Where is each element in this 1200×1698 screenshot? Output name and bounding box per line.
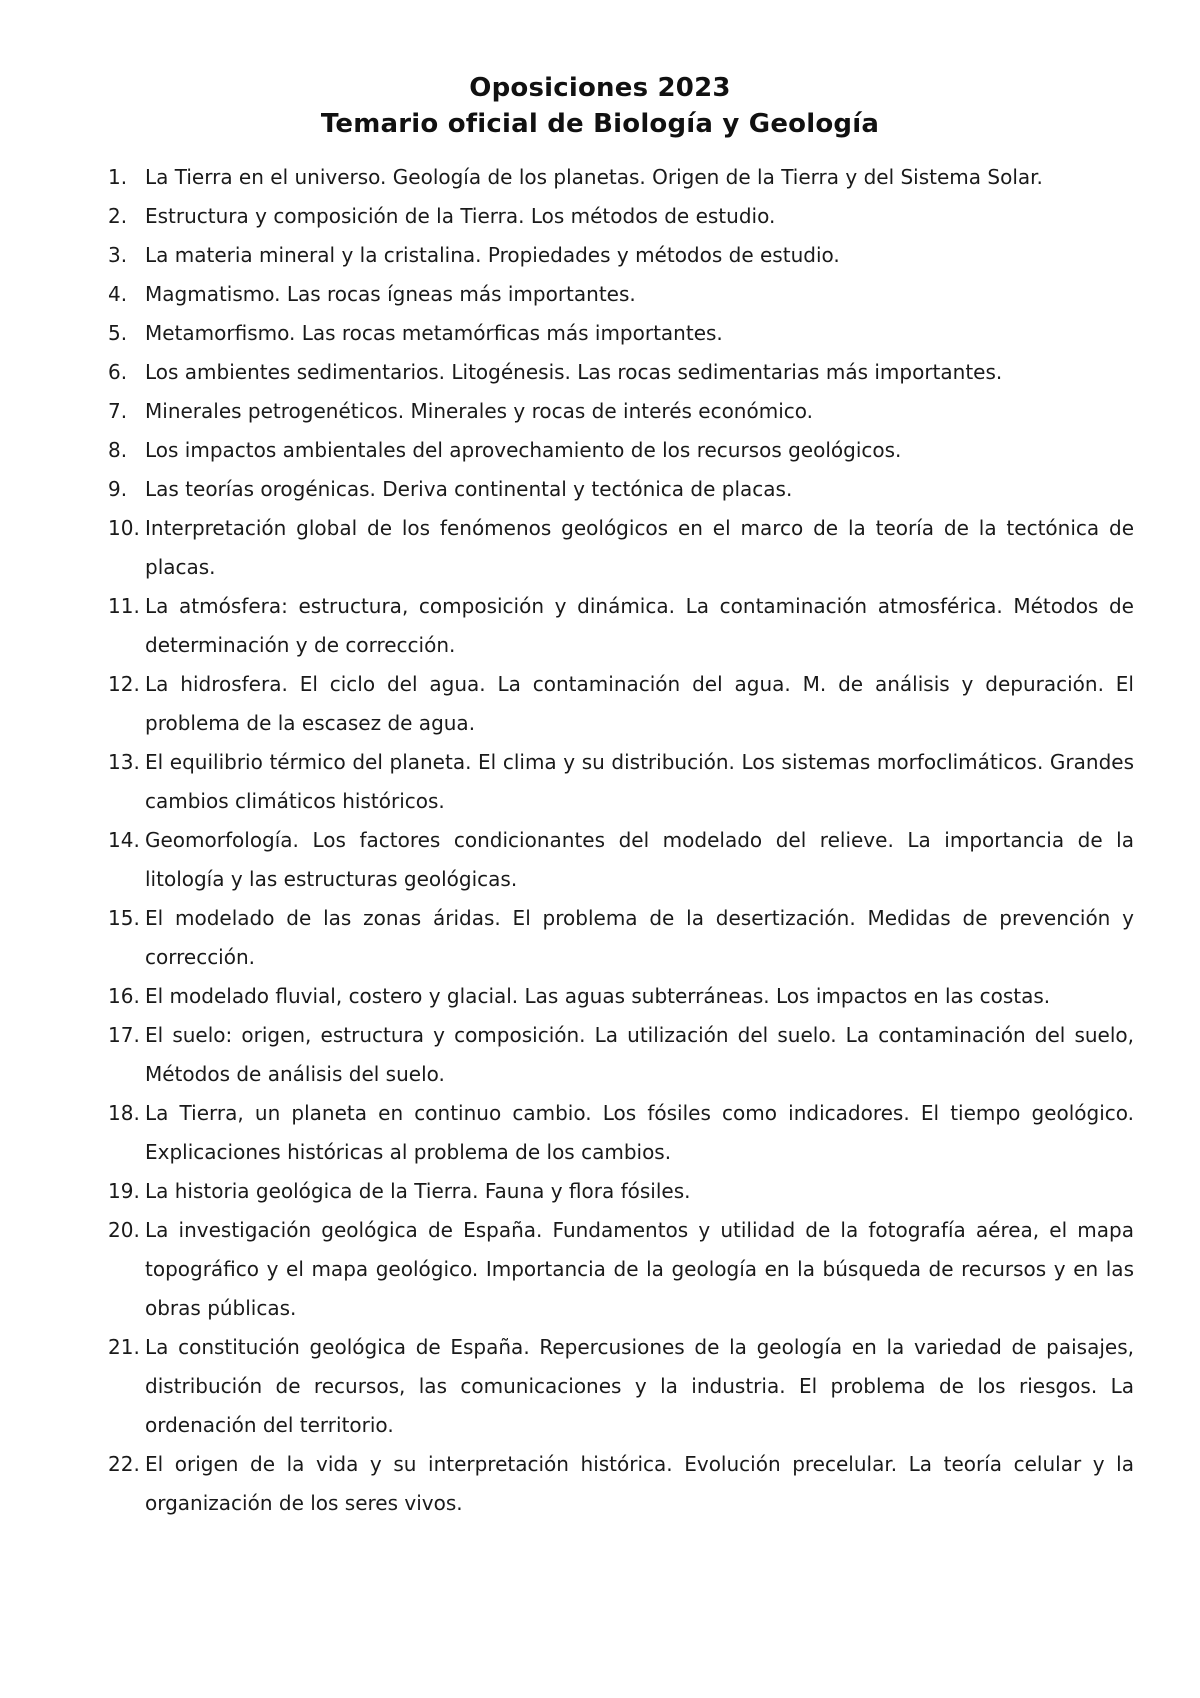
topic-item-22 <box>108 1445 1134 1523</box>
topic-item-12 <box>108 665 1134 743</box>
topic-number: 1. <box>108 165 128 189</box>
topic-text: La constitución geológica de España. Repercusiones de la geología en la variedad de paisajes, distribución de recursos, las comunicaciones y la industria. El problema de los riesgos. La ordenación del territorio. <box>145 1335 1134 1437</box>
topic-item-20 <box>108 1211 1134 1328</box>
topic-text: La Tierra en el universo. Geología de los planetas. Origen de la Tierra y del Sistema Solar. <box>145 165 1043 189</box>
topic-number: 10. <box>108 516 140 540</box>
topic-item-21 <box>108 1328 1134 1445</box>
topic-number: 5. <box>108 321 128 345</box>
topic-text: Interpretación global de los fenómenos geológicos en el marco de la teoría de la tectónica de placas. <box>145 516 1134 579</box>
topic-text: El modelado de las zonas áridas. El problema de la desertización. Medidas de prevención y corrección. <box>145 906 1134 969</box>
topic-text: La materia mineral y la cristalina. Propiedades y métodos de estudio. <box>145 243 840 267</box>
topic-number: 8. <box>108 438 128 462</box>
topic-text: Geomorfología. Los factores condicionantes del modelado del relieve. La importancia de la litología y las estructuras geológicas. <box>145 828 1134 891</box>
topic-number: 20. <box>108 1218 140 1242</box>
topic-item-7 <box>108 392 1134 431</box>
topic-item-2 <box>108 197 1134 236</box>
topic-text: La investigación geológica de España. Fundamentos y utilidad de la fotografía aérea, el mapa topográfico y el mapa geológico. Importancia de la geología en la búsqueda de recursos y en las obras públicas. <box>145 1218 1134 1320</box>
topic-number: 2. <box>108 204 128 228</box>
topic-text: El suelo: origen, estructura y composición. La utilización del suelo. La contaminación del suelo, Métodos de análisis del suelo. <box>145 1023 1134 1086</box>
topic-text: Estructura y composición de la Tierra. Los métodos de estudio. <box>145 204 776 228</box>
topic-text: La Tierra, un planeta en continuo cambio. Los fósiles como indicadores. El tiempo geológico. Explicaciones históricas al problema de los cambios. <box>145 1101 1134 1164</box>
topic-text: Los impactos ambientales del aprovechamiento de los recursos geológicos. <box>145 438 902 462</box>
topic-number: 12. <box>108 672 140 696</box>
document-header <box>0 70 1200 142</box>
topic-item-4 <box>108 275 1134 314</box>
topic-text: Metamorfismo. Las rocas metamórficas más importantes. <box>145 321 723 345</box>
topic-item-19 <box>108 1172 1134 1211</box>
topic-text: La historia geológica de la Tierra. Fauna y flora fósiles. <box>145 1179 691 1203</box>
document-subtitle: Temario oficial de Biología y Geología <box>320 109 880 139</box>
topic-text: La atmósfera: estructura, composición y dinámica. La contaminación atmosférica. Métodos de determinación y de corrección. <box>145 594 1134 657</box>
topic-item-16 <box>108 977 1134 1016</box>
topic-text: El origen de la vida y su interpretación histórica. Evolución precelular. La teoría celular y la organización de los seres vivos. <box>145 1452 1134 1515</box>
topic-number: 14. <box>108 828 140 852</box>
topic-item-14 <box>108 821 1134 899</box>
topic-number: 15. <box>108 906 140 930</box>
topic-item-1 <box>108 158 1134 197</box>
topic-item-15 <box>108 899 1134 977</box>
topic-text: Minerales petrogenéticos. Minerales y rocas de interés económico. <box>145 399 813 423</box>
topic-item-10 <box>108 509 1134 587</box>
topic-item-9 <box>108 470 1134 509</box>
topic-number: 3. <box>108 243 128 267</box>
topic-item-11 <box>108 587 1134 665</box>
topic-number: 18. <box>108 1101 140 1125</box>
topic-item-13 <box>108 743 1134 821</box>
topic-number: 22. <box>108 1452 140 1476</box>
topic-number: 13. <box>108 750 140 774</box>
topic-text: Las teorías orogénicas. Deriva continental y tectónica de placas. <box>145 477 793 501</box>
topic-item-3 <box>108 236 1134 275</box>
topic-item-6 <box>108 353 1134 392</box>
topic-number: 6. <box>108 360 128 384</box>
topic-text: El equilibrio térmico del planeta. El clima y su distribución. Los sistemas morfoclimáticos. Grandes cambios climáticos históricos. <box>145 750 1134 813</box>
topic-item-8 <box>108 431 1134 470</box>
topic-number: 7. <box>108 399 128 423</box>
topic-number: 4. <box>108 282 128 306</box>
topic-item-17 <box>108 1016 1134 1094</box>
document-title: Oposiciones 2023 <box>469 73 731 103</box>
topic-list <box>108 158 1134 1523</box>
topic-text: El modelado fluvial, costero y glacial. Las aguas subterráneas. Los impactos en las costas. <box>145 984 1051 1008</box>
topic-item-5 <box>108 314 1134 353</box>
topic-text: Los ambientes sedimentarios. Litogénesis. Las rocas sedimentarias más importantes. <box>145 360 1003 384</box>
topic-number: 11. <box>108 594 140 618</box>
topic-text: La hidrosfera. El ciclo del agua. La contaminación del agua. M. de análisis y depuración. El problema de la escasez de agua. <box>145 672 1134 735</box>
topic-number: 17. <box>108 1023 140 1047</box>
topic-number: 19. <box>108 1179 140 1203</box>
topic-text: Magmatismo. Las rocas ígneas más importantes. <box>145 282 636 306</box>
topic-number: 21. <box>108 1335 140 1359</box>
topic-number: 9. <box>108 477 128 501</box>
topic-number: 16. <box>108 984 140 1008</box>
topic-item-18 <box>108 1094 1134 1172</box>
